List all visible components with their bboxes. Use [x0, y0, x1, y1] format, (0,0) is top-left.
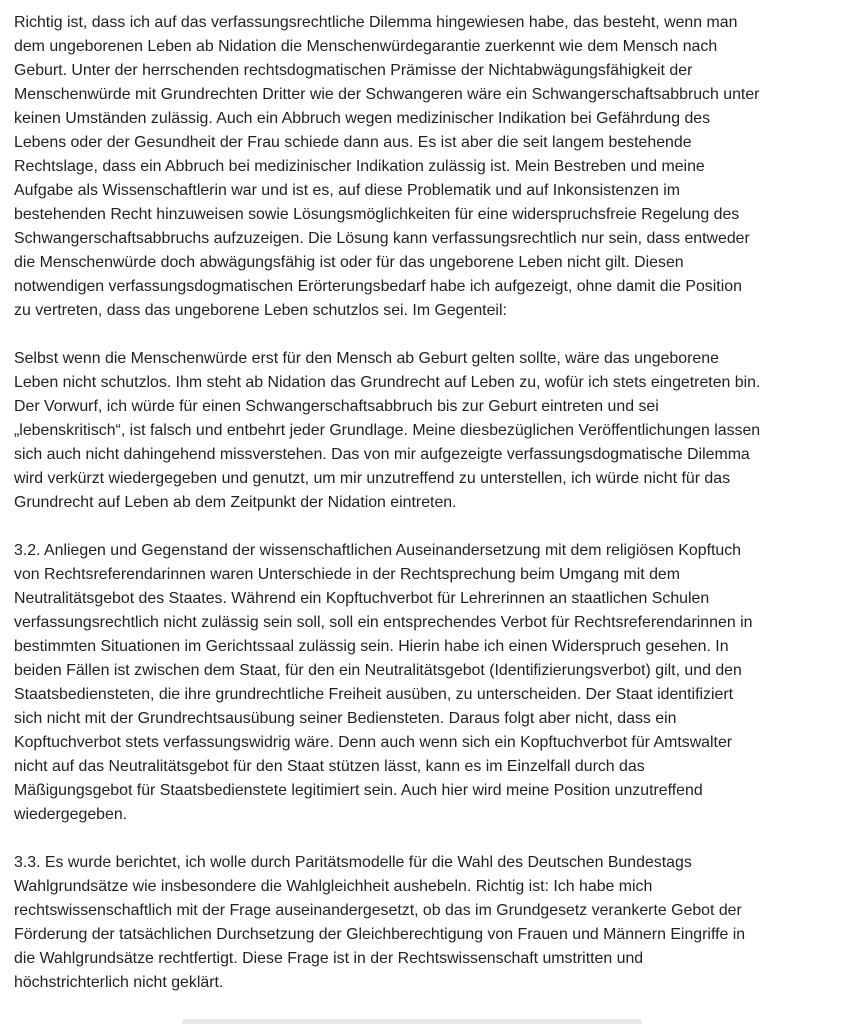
paragraph-3-2-kopftuch: 3.2. Anliegen und Gegenstand der wissenschaftlichen Auseinandersetzung mit dem religiösen Kopftuch von Rechtsreferendarinnen waren Unterschiede in der Rechtsprechung beim Umgang mit dem Neutralitätsgebot des Staates. Während ein Kopftuchverbot für Lehrerinnen an staatlichen Schulen verfassungsrechtlich nicht zulässig sein soll, soll ein entsprechendes Verbot für Rechtsreferendarinnen in bestimmten Situationen im Gerichtssaal zulässig sein. Hierin habe ich einen Widerspruch gesehen. In beiden Fällen ist zwischen dem Staat, für den ein Neutralitätsgebot (Identifizierungsverbot) gilt, und den Staatsbediensteten, die ihre grundrechtliche Freiheit ausüben, zu unterscheiden. Der Staat identifiziert sich nicht mit der Grundrechtsausübung seiner Bediensteten. Daraus folgt aber nicht, dass ein Kopftuchverbot stets verfassungswidrig wäre. Denn auch wenn sich ein Kopftuchverbot für Amtswalter nicht auf das Neutralitätsgebot für den Staat stützen lässt, kann es im Einzelfall durch das Mäßigungsgebot für Staatsbedienstete legitimiert sein. Auch hier wird meine Position unzutreffend wiedergegeben. — [14, 542, 753, 823]
paragraph-3-3-paritaet: 3.3. Es wurde berichtet, ich wolle durch Paritätsmodelle für die Wahl des Deutschen Bundestags Wahlgrundsätze wie insbesondere die Wahlgleichheit aushebeln. Richtig ist: Ich habe mich rechtswissenschaftlich mit der Frage auseinandergesetzt, ob das im Grundgesetz verankerte Gebot der Förderung der tatsächlichen Durchsetzung der Gleichberechtigung von Frauen und Männern Eingriffe in die Wahlgrundsätze rechtfertigt. Diese Frage ist in der Rechtswissenschaft umstritten und höchstrichterlich nicht geklärt. — [14, 854, 746, 991]
paragraph-dilemma-menschenwuerde: Richtig ist, dass ich auf das verfassungsrechtliche Dilemma hingewiesen habe, das besteht, wenn man dem ungeborenen Leben ab Nidation die Menschenwürdegarantie zuerkennt wie dem Mensch nach Geburt. Unter der herrschenden rechtsdogmatischen Prämisse der Nichtabwägungsfähigkeit der Menschenwürde mit Grundrechten Dritter wie der Schwangeren wäre ein Schwangerschaftsabbruch unter keinen Umständen zulässig. Auch ein Abbruch wegen medizinischer Indikation bei Gefährdung des Lebens oder der Gesundheit der Frau schiede dann aus. Es ist aber die seit langem bestehende Rechtslage, dass ein Abbruch bei medizinischer Indikation zulässig ist. Mein Bestreben und meine Aufgabe als Wissenschaftlerin war und ist es, auf diese Problematik und auf Inkonsistenzen im bestehenden Recht hinzuweisen sowie Lösungsmöglichkeiten für eine widerspruchsfreie Regelung des Schwangerschaftsabbruchs aufzuzeigen. Die Lösung kann verfassungsrechtlich nur sein, dass entweder die Menschenwürde doch abwägungsfähig ist oder für das ungeborene Leben nicht gilt. Diesen notwendigen verfassungsdogmatischen Erörterungsbedarf habe ich aufgezeigt, ohne damit die Position zu vertreten, dass das ungeborene Leben schutzlos sei. Im Gegenteil: — [14, 14, 760, 319]
article-body — [14, 11, 814, 1019]
bottom-scroll-bar — [182, 1019, 642, 1024]
paragraph-grundrecht-auf-leben: Selbst wenn die Menschenwürde erst für den Mensch ab Geburt gelten sollte, wäre das ungeborene Leben nicht schutzlos. Ihm steht ab Nidation das Grundrecht auf Leben zu, wofür ich stets eingetreten bin. Der Vorwurf, ich würde für einen Schwangerschaftsabbruch bis zur Geburt eintreten und sei „lebenskritisch“, ist falsch und entbehrt jeder Grundlage. Meine diesbezüglichen Veröffentlichungen lassen sich auch nicht dahingehend missverstehen. Das von mir aufgezeigte verfassungsdogmatische Dilemma wird verkürzt wiedergegeben und genutzt, um mir unzutreffend zu unterstellen, ich würde nicht für das Grundrecht auf Leben ab dem Zeitpunkt der Nidation eintreten. — [14, 350, 761, 511]
